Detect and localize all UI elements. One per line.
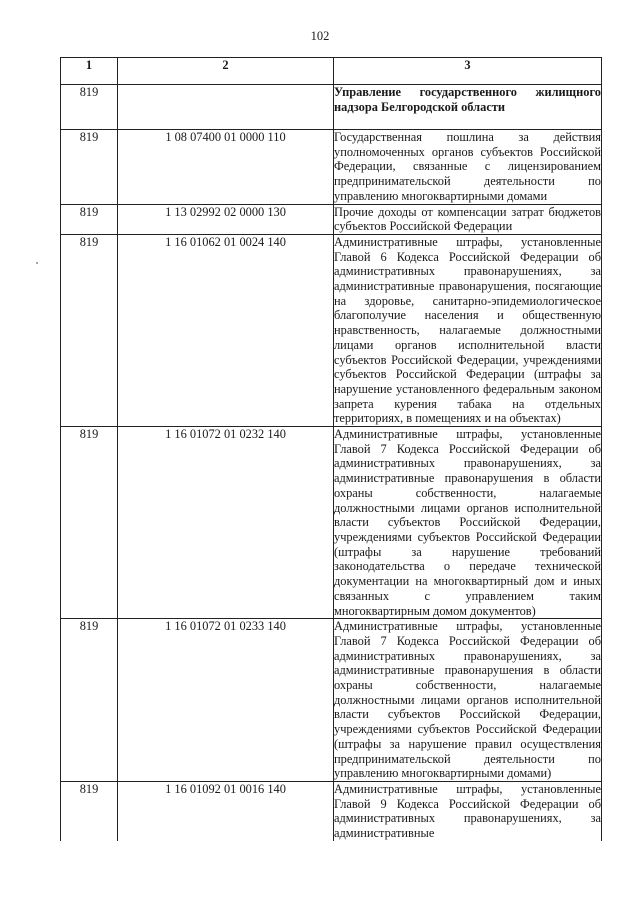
scan-artifact [36,262,38,264]
table-row [61,781,602,840]
table-row [61,427,602,619]
revenue-code-cell: 1 16 01072 01 0233 140 [118,619,334,782]
description-cell: Административные штрафы, установленные Главой 7 Кодекса Российской Федерации об административных правонарушениях, за административные правонарушения в области охраны собственности, налагаемые должностными лицами органов исполнительной власти субъектов Российской Федерации, учреждениями субъектов Российской Федерации (штрафы за нарушение требований законодательства о передаче технической документации на многоквартирный дом и иных связанных с управлением таким многоквартирным домом документов) [334,427,601,618]
admin-code-cell: 819 [61,427,118,619]
page-number: 102 [310,29,330,43]
description-cell: Административные штрафы, установленные Главой 9 Кодекса Российской Федерации об административных правонарушениях, за административные [334,781,601,841]
description-cell: Прочие доходы от компенсации затрат бюджетов субъектов Российской Федерации [334,204,601,234]
revenue-code-cell: 1 08 07400 01 0000 110 [118,130,334,205]
table-row [61,130,602,205]
description-cell: Управление государственного жилищного надзора Белгородской области [334,85,602,130]
description-cell: Административные штрафы, установленные Главой 6 Кодекса Российской Федерации об административных правонарушениях, за административные правонарушения, посягающие на здоровье, санитарно-эпидемиологическое благополучие населения и общественную нравственность, налагаемые должностными лицами органов исполнительной власти субъектов Российской Федерации, учреждениями субъектов Российской Федерации (штрафы за нарушение установленного федеральным законом запрета курения табака на отдельных территориях, в помещениях и на объектах) [334,234,601,426]
admin-code-cell: 819 [61,204,118,234]
revenue-code-cell: 1 13 02992 02 0000 130 [118,204,334,234]
table-row [61,204,602,234]
table-header-row [61,58,602,85]
revenue-code-cell: 1 16 01062 01 0024 140 [118,234,334,426]
description-cell: Административные штрафы, установленные Главой 7 Кодекса Российской Федерации об административных правонарушениях, за административные правонарушения в области охраны собственности, налагаемые должностными лицами органов исполнительной власти субъектов Российской Федерации, учреждениями субъектов Российской Федерации (штрафы за нарушение правил осуществления предпринимательской деятельности по управлению многоквартирными домами) [334,619,601,781]
revenue-codes-table [60,57,602,841]
revenue-code-cell: 1 16 01092 01 0016 140 [118,781,334,840]
table-row [61,85,602,130]
column-header-3: 3 [334,58,602,85]
admin-code-cell: 819 [61,781,118,840]
column-header-1: 1 [61,58,118,85]
revenue-code-cell: 1 16 01072 01 0232 140 [118,427,334,619]
table-row [61,619,602,782]
admin-code-cell: 819 [61,234,118,426]
table-row [61,234,602,426]
admin-code-cell: 819 [61,85,118,130]
revenue-code-cell [118,85,334,130]
admin-code-cell: 819 [61,619,118,782]
description-cell: Государственная пошлина за действия уполномоченных органов субъектов Российской Федерации, связанные с лицензированием предпринимательской деятельности по управлению многоквартирными домами [334,130,601,203]
column-header-2: 2 [118,58,334,85]
admin-code-cell: 819 [61,130,118,205]
